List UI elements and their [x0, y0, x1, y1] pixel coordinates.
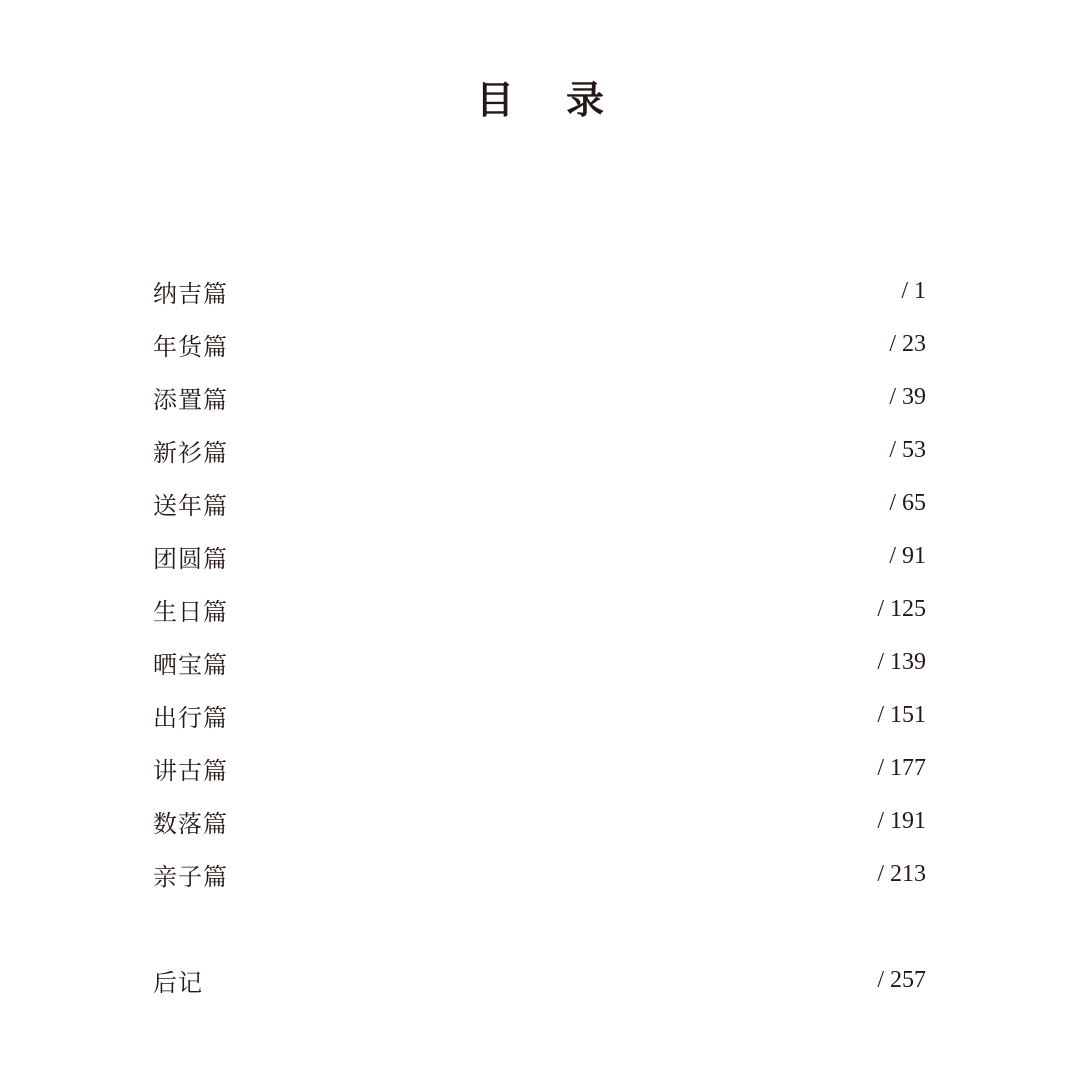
toc-entry-page [877, 702, 926, 729]
page-separator: / [877, 649, 884, 675]
page-number: 53 [902, 437, 926, 463]
page-separator: / [877, 702, 884, 728]
toc-entry[interactable] [153, 689, 926, 742]
toc-entry[interactable] [153, 742, 926, 795]
toc-entry[interactable] [153, 848, 926, 901]
toc-entry-title: 生日篇 [153, 598, 228, 626]
page-number: 257 [890, 967, 926, 993]
toc-entry-title: 新衫篇 [153, 439, 228, 467]
toc-entry[interactable] [153, 583, 926, 636]
toc-entry-title: 送年篇 [153, 492, 228, 520]
toc-entry-page [901, 278, 926, 305]
toc-entry-title: 亲子篇 [153, 863, 228, 891]
page-separator: / [877, 808, 884, 834]
toc-entry[interactable] [153, 530, 926, 583]
page-separator: / [889, 543, 896, 569]
toc-entry[interactable] [153, 371, 926, 424]
page-number: 1 [914, 278, 926, 304]
toc-entry[interactable] [153, 265, 926, 318]
toc-entry[interactable] [153, 477, 926, 530]
page-number: 91 [902, 543, 926, 569]
page-number: 191 [890, 808, 926, 834]
page-number: 139 [890, 649, 926, 675]
page-separator: / [889, 331, 896, 357]
toc-entry-page [889, 490, 926, 517]
toc-entry[interactable] [153, 636, 926, 689]
toc-entry-page [877, 808, 926, 835]
toc-entry-afterword[interactable] [153, 954, 926, 1007]
toc-entry-page [889, 331, 926, 358]
page-number: 125 [890, 596, 926, 622]
page-separator: / [877, 755, 884, 781]
page-number: 177 [890, 755, 926, 781]
toc-entry-page [877, 967, 926, 994]
toc-entry-title: 出行篇 [153, 704, 228, 732]
toc-entry-page [877, 596, 926, 623]
toc-entry[interactable] [153, 795, 926, 848]
page-separator: / [877, 861, 884, 887]
page-separator: / [889, 384, 896, 410]
page-separator: / [901, 278, 908, 304]
toc-entry-title: 添置篇 [153, 386, 228, 414]
toc-entry[interactable] [153, 424, 926, 477]
page-number: 23 [902, 331, 926, 357]
toc-entry-page [877, 861, 926, 888]
toc-entry-page [877, 649, 926, 676]
toc-entry-page [889, 543, 926, 570]
page-number: 39 [902, 384, 926, 410]
page-separator: / [877, 967, 884, 993]
toc-entry-page [889, 384, 926, 411]
toc-entry-page [877, 755, 926, 782]
toc-entry-title: 团圆篇 [153, 545, 228, 573]
toc-entry-title: 后记 [153, 969, 203, 997]
page-separator: / [889, 437, 896, 463]
page-number: 151 [890, 702, 926, 728]
toc-entry-title: 晒宝篇 [153, 651, 228, 679]
toc-entry[interactable] [153, 318, 926, 371]
toc-entry-title: 数落篇 [153, 810, 228, 838]
toc-entry-title: 年货篇 [153, 333, 228, 361]
toc-entry-page [889, 437, 926, 464]
page-title: 目录 [475, 78, 656, 122]
page-number: 213 [890, 861, 926, 887]
table-of-contents [153, 265, 926, 1007]
toc-entry-title: 纳吉篇 [153, 280, 228, 308]
page-separator: / [877, 596, 884, 622]
page-number: 65 [902, 490, 926, 516]
toc-entry-title: 讲古篇 [153, 757, 228, 785]
page-separator: / [889, 490, 896, 516]
